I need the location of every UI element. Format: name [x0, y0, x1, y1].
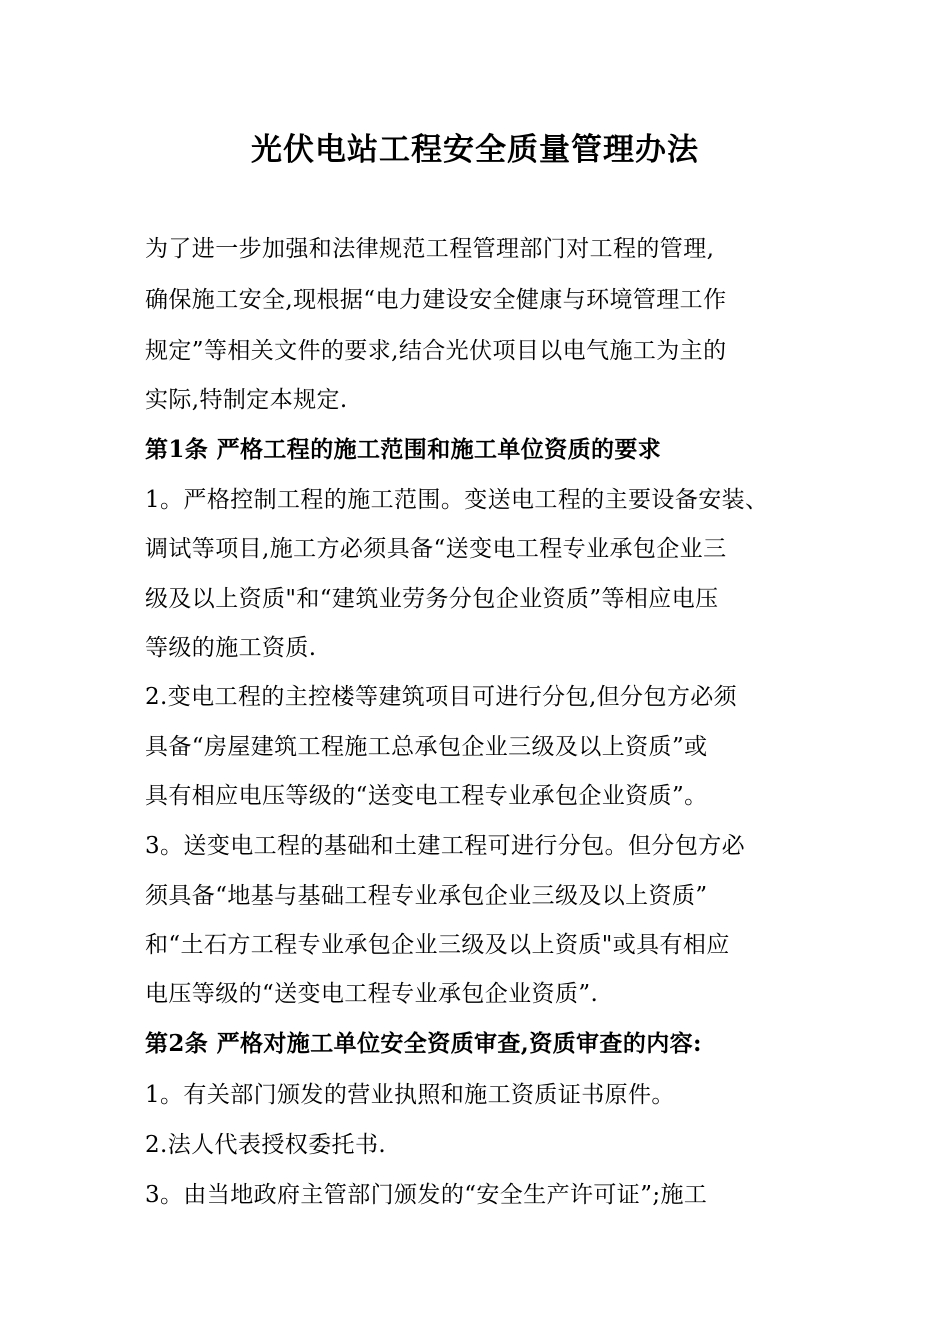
body-line-16: 电压等级的“送变电工程专业承包企业资质”. [145, 981, 599, 1007]
body-line-10: 2.变电工程的主控楼等建筑项目可进行分包,但分包方必须 [145, 684, 738, 710]
body-line-1: 为了进一步加强和法律规范工程管理部门对工程的管理, [145, 236, 715, 262]
body-line-9: 等级的施工资质. [145, 635, 317, 661]
body-line-12: 具有相应电压等级的“送变电工程专业承包企业资质”。 [145, 783, 708, 809]
body-line-19: 2.法人代表授权委托书. [145, 1132, 387, 1158]
body-line-2: 确保施工安全,现根据“电力建设安全健康与环境管理工作 [145, 287, 727, 313]
body-line-6: 1。严格控制工程的施工范围。变送电工程的主要设备安装、 [145, 487, 769, 513]
section-heading-1: 第1条 严格工程的施工范围和施工单位资质的要求 [145, 436, 662, 463]
body-line-14: 须具备“地基与基础工程专业承包企业三级及以上资质” [145, 883, 708, 909]
body-line-11: 具备“房屋建筑工程施工总承包企业三级及以上资质”或 [145, 734, 708, 760]
body-line-13: 3。送变电工程的基础和土建工程可进行分包。但分包方必 [145, 833, 746, 859]
document-title: 光伏电站工程安全质量管理办法 [251, 132, 699, 168]
body-line-18: 1。有关部门颁发的营业执照和施工资质证书原件。 [145, 1082, 675, 1108]
section-heading-2: 第2条 严格对施工单位安全资质审查,资质审查的内容: [145, 1030, 702, 1057]
body-line-4: 实际,特制定本规定. [145, 387, 348, 413]
body-line-3: 规定”等相关文件的要求,结合光伏项目以电气施工为主的 [145, 338, 727, 364]
body-line-15: 和“土石方工程专业承包企业三级及以上资质"或具有相应 [145, 932, 730, 958]
body-line-7: 调试等项目,施工方必须具备“送变电工程专业承包企业三 [145, 536, 727, 562]
body-line-8: 级及以上资质"和“建筑业劳务分包企业资质”等相应电压 [145, 586, 719, 612]
body-line-20: 3。由当地政府主管部门颁发的“安全生产许可证”;施工 [145, 1182, 708, 1208]
